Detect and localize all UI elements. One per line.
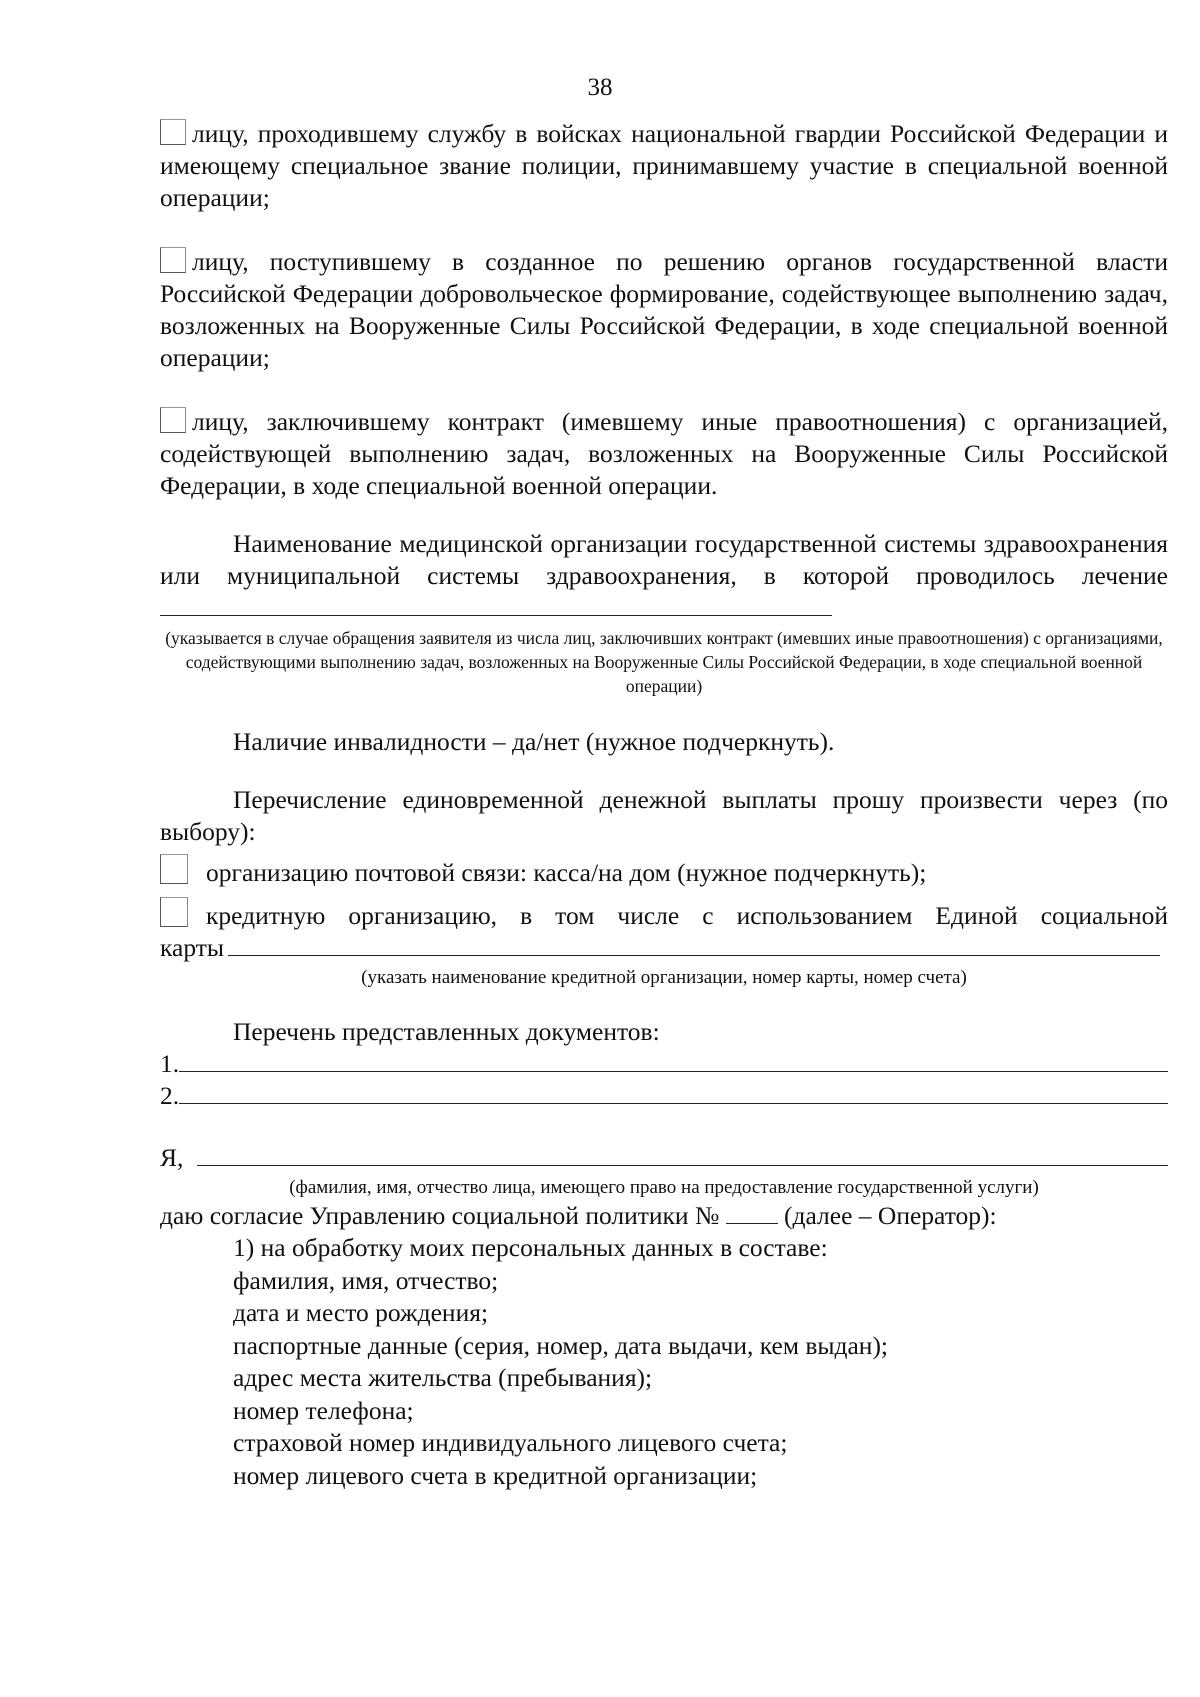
consent-item: фамилия, имя, отчество; (233, 1265, 499, 1295)
consent-name-row: Я, (160, 1142, 1168, 1174)
checkbox-bank[interactable] (160, 897, 188, 927)
med-org-note: (указывается в случае обращения заявителя из числа лиц, заключивших контракт (имевших иные правоотношения) с организациями, содействующими выполнению задач, возложенных на Вооруженные Силы Российской Федерации, в ходе специальной военной операции) (165, 628, 1163, 696)
checkbox-national-guard[interactable] (160, 119, 186, 145)
consent-items (233, 1232, 1168, 1492)
document-field-1[interactable] (179, 1049, 1168, 1072)
department-number-field[interactable] (726, 1223, 778, 1224)
consent-agree-line: даю согласие Управлению социальной политики № (далее – Оператор): (160, 1201, 997, 1230)
checkbox-contract[interactable] (160, 407, 186, 433)
consent-item: номер телефона; (233, 1395, 414, 1425)
disability-line: Наличие инвалидности – да/нет (нужное подчеркнуть). (233, 727, 835, 756)
option-bank: кредитную организацию, в том числе с использованием Единой социальной (160, 897, 1168, 932)
document-item-2: 2. (160, 1080, 1168, 1112)
page-number: 38 (587, 74, 613, 101)
documents-title: Перечень представленных документов: (233, 1017, 660, 1046)
consent-name-note: (фамилия, имя, отчество лица, имеющего право на предоставление государственной услуги) (289, 1177, 1039, 1198)
card-row: карты (160, 932, 1168, 964)
consent-item: дата и место рождения; (233, 1298, 489, 1327)
document-field-2[interactable] (179, 1081, 1168, 1104)
payment-intro: Перечисление единовременной денежной выплаты прошу произвести через (по выбору): (160, 785, 1168, 846)
option-post: организацию почтовой связи: касса/на дом (нужное подчеркнуть); (160, 854, 1168, 889)
consent-item: адрес места жительства (пребывания); (233, 1363, 653, 1392)
card-field[interactable] (228, 933, 1160, 956)
consent-item: 1) на обработку моих персональных данных в составе: (233, 1233, 828, 1262)
card-note: (указать наименование кредитной организации, номер карты, номер счета) (361, 967, 967, 988)
med-org-paragraph: Наименование медицинской организации государственной системы здравоохранения или муниципальной системы здравоохранения, в которой проводилось лечение (160, 528, 1168, 624)
consent-name-field[interactable] (197, 1143, 1168, 1166)
option-volunteer-formation: лицу, поступившему в созданное по решению органов государственной власти Российской Федерации добровольческое формирование, содействующее выполнению задач, возложенных на Вооруженные Силы Российской Федерации, в ходе специальной военной операции; (160, 247, 1168, 372)
consent-item: номер лицевого счета в кредитной организации; (233, 1460, 758, 1490)
option-national-guard: лицу, проходившему службу в войсках национальной гвардии Российской Федерации и имеющему специальное звание полиции, принимавшему участие в специальной военной операции; (160, 119, 1168, 212)
checkbox-post[interactable] (160, 854, 188, 884)
document-item-1: 1. (160, 1048, 1168, 1080)
med-org-field[interactable] (160, 615, 832, 616)
document-body (160, 118, 1168, 1492)
checkbox-volunteer-formation[interactable] (160, 247, 186, 273)
consent-item: паспортные данные (серия, номер, дата выдачи, кем выдан); (233, 1330, 889, 1360)
option-contract: лицу, заключившему контракт (имевшему иные правоотношения) с организацией, содействующей выполнению задач, возложенных на Вооруженные Силы Российской Федерации, в ходе специальной военной операции. (160, 407, 1168, 500)
consent-item: страховой номер индивидуального лицевого счета; (233, 1428, 788, 1457)
